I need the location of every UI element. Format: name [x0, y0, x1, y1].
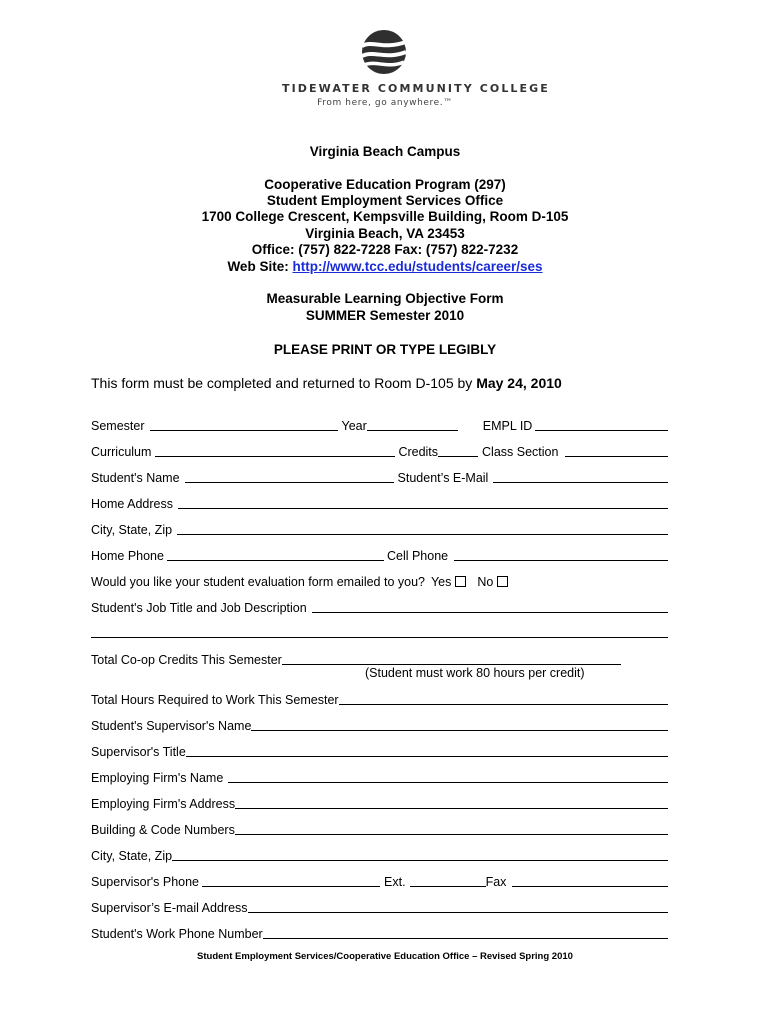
- row-building-code: [91, 820, 668, 838]
- semester-field[interactable]: [150, 416, 338, 431]
- row-phones: [91, 546, 668, 564]
- row-email-question: [91, 572, 668, 590]
- row-total-hours: [91, 690, 668, 708]
- logo-tagline: From here, go anywhere.™: [317, 98, 453, 108]
- total-hours-label: Total Hours Required to Work This Semester: [91, 693, 339, 707]
- supervisor-phone-label: Supervisor's Phone: [91, 875, 200, 889]
- home-phone-field[interactable]: [167, 546, 384, 561]
- footer-note: Student Employment Services/Cooperative Education Office – Revised Spring 2010: [197, 951, 573, 962]
- no-checkbox[interactable]: [497, 576, 508, 587]
- row-semester: [91, 416, 668, 434]
- empl-id-label: EMPL ID: [482, 419, 533, 433]
- intro-sentence: [91, 375, 562, 391]
- firm-city-state-zip-label: City, State, Zip: [91, 849, 173, 863]
- yes-label: Yes: [430, 575, 452, 589]
- no-label: No: [477, 575, 494, 589]
- total-hours-field[interactable]: [339, 690, 668, 705]
- print-instruction: PLEASE PRINT OR TYPE LEGIBLY: [273, 342, 497, 357]
- form-title: Measurable Learning Objective Form: [266, 291, 504, 306]
- ext-field[interactable]: [410, 872, 486, 887]
- work-phone-field[interactable]: [263, 924, 668, 939]
- supervisor-title-field[interactable]: [186, 742, 668, 757]
- program-heading: Cooperative Education Program (297): [264, 177, 506, 192]
- row-city-state-zip: [91, 520, 668, 538]
- year-field[interactable]: [367, 416, 458, 431]
- semester-label: Semester: [91, 419, 145, 433]
- campus-heading: Virginia Beach Campus: [309, 144, 461, 159]
- deadline-date: May 24, 2010: [476, 375, 562, 391]
- row-work-phone: [91, 924, 668, 942]
- yes-checkbox[interactable]: [455, 576, 466, 587]
- firm-name-field[interactable]: [228, 768, 668, 783]
- credits-field[interactable]: [438, 442, 478, 457]
- row-firm-name: [91, 768, 668, 786]
- cell-phone-label: Cell Phone: [386, 549, 449, 563]
- row-home-address: [91, 494, 668, 512]
- intro-text: This form must be completed and returned to Room D-105 by: [91, 375, 477, 391]
- firm-city-state-zip-field[interactable]: [172, 846, 668, 861]
- student-email-field[interactable]: [493, 468, 668, 483]
- fax-label: Fax: [485, 875, 507, 889]
- website-line: [0, 259, 770, 275]
- address-line-1: 1700 College Crescent, Kempsville Building, Room D-105: [201, 209, 569, 224]
- home-address-field[interactable]: [178, 494, 668, 509]
- student-email-label: Student’s E-Mail: [397, 471, 489, 485]
- credits-note: (Student must work 80 hours per credit): [365, 666, 585, 680]
- class-section-field[interactable]: [565, 442, 668, 457]
- fax-field[interactable]: [512, 872, 668, 887]
- job-title-label: Student's Job Title and Job Description: [91, 601, 307, 615]
- address-line-2: Virginia Beach, VA 23453: [305, 226, 465, 241]
- supervisor-phone-field[interactable]: [202, 872, 380, 887]
- curriculum-field[interactable]: [155, 442, 395, 457]
- class-section-label: Class Section: [482, 445, 559, 459]
- credits-label: Credits: [398, 445, 439, 459]
- supervisor-email-field[interactable]: [248, 898, 668, 913]
- job-description-line[interactable]: [91, 637, 668, 638]
- building-code-field[interactable]: [235, 820, 668, 835]
- phone-fax-line: Office: (757) 822-7228 Fax: (757) 822-7232: [251, 242, 519, 257]
- ext-label: Ext.: [384, 875, 406, 889]
- supervisor-name-field[interactable]: [251, 716, 668, 731]
- job-title-field[interactable]: [312, 598, 668, 613]
- email-question-label: Would you like your student evaluation form emailed to you?: [91, 575, 425, 589]
- semester-title: SUMMER Semester 2010: [305, 308, 465, 323]
- year-label: Year: [341, 419, 367, 433]
- firm-address-field[interactable]: [235, 794, 668, 809]
- logo-name: TIDEWATER COMMUNITY COLLEGE: [282, 82, 550, 95]
- home-phone-label: Home Phone: [91, 549, 164, 563]
- website-label: Web Site:: [227, 259, 289, 274]
- row-supervisor-name: [91, 716, 668, 734]
- firm-address-label: Employing Firm's Address: [91, 797, 236, 811]
- wave-logo-icon: [360, 28, 408, 76]
- total-credits-field[interactable]: [282, 650, 621, 665]
- row-firm-city-state-zip: [91, 846, 668, 864]
- student-name-label: Student's Name: [91, 471, 180, 485]
- supervisor-email-label: Supervisor’s E-mail Address: [91, 901, 248, 915]
- office-heading: Student Employment Services Office: [266, 193, 504, 208]
- student-name-field[interactable]: [185, 468, 394, 483]
- cell-phone-field[interactable]: [454, 546, 668, 561]
- supervisor-name-label: Student's Supervisor's Name: [91, 719, 252, 733]
- row-supervisor-title: [91, 742, 668, 760]
- city-state-zip-label: City, State, Zip: [91, 523, 173, 537]
- row-firm-address: [91, 794, 668, 812]
- row-job-title: [91, 598, 668, 616]
- total-credits-label: Total Co-op Credits This Semester: [91, 653, 282, 667]
- website-link[interactable]: http://www.tcc.edu/students/career/ses: [292, 259, 543, 274]
- home-address-label: Home Address: [91, 497, 173, 511]
- building-code-label: Building & Code Numbers: [91, 823, 235, 837]
- work-phone-label: Student's Work Phone Number: [91, 927, 263, 941]
- firm-name-label: Employing Firm's Name: [91, 771, 224, 785]
- college-logo: [282, 28, 550, 114]
- row-student-name: [91, 468, 668, 486]
- city-state-zip-field[interactable]: [177, 520, 668, 535]
- curriculum-label: Curriculum: [91, 445, 152, 459]
- row-supervisor-phone: [91, 872, 668, 890]
- supervisor-title-label: Supervisor's Title: [91, 745, 186, 759]
- row-curriculum: [91, 442, 668, 460]
- row-supervisor-email: [91, 898, 668, 916]
- empl-id-field[interactable]: [535, 416, 668, 431]
